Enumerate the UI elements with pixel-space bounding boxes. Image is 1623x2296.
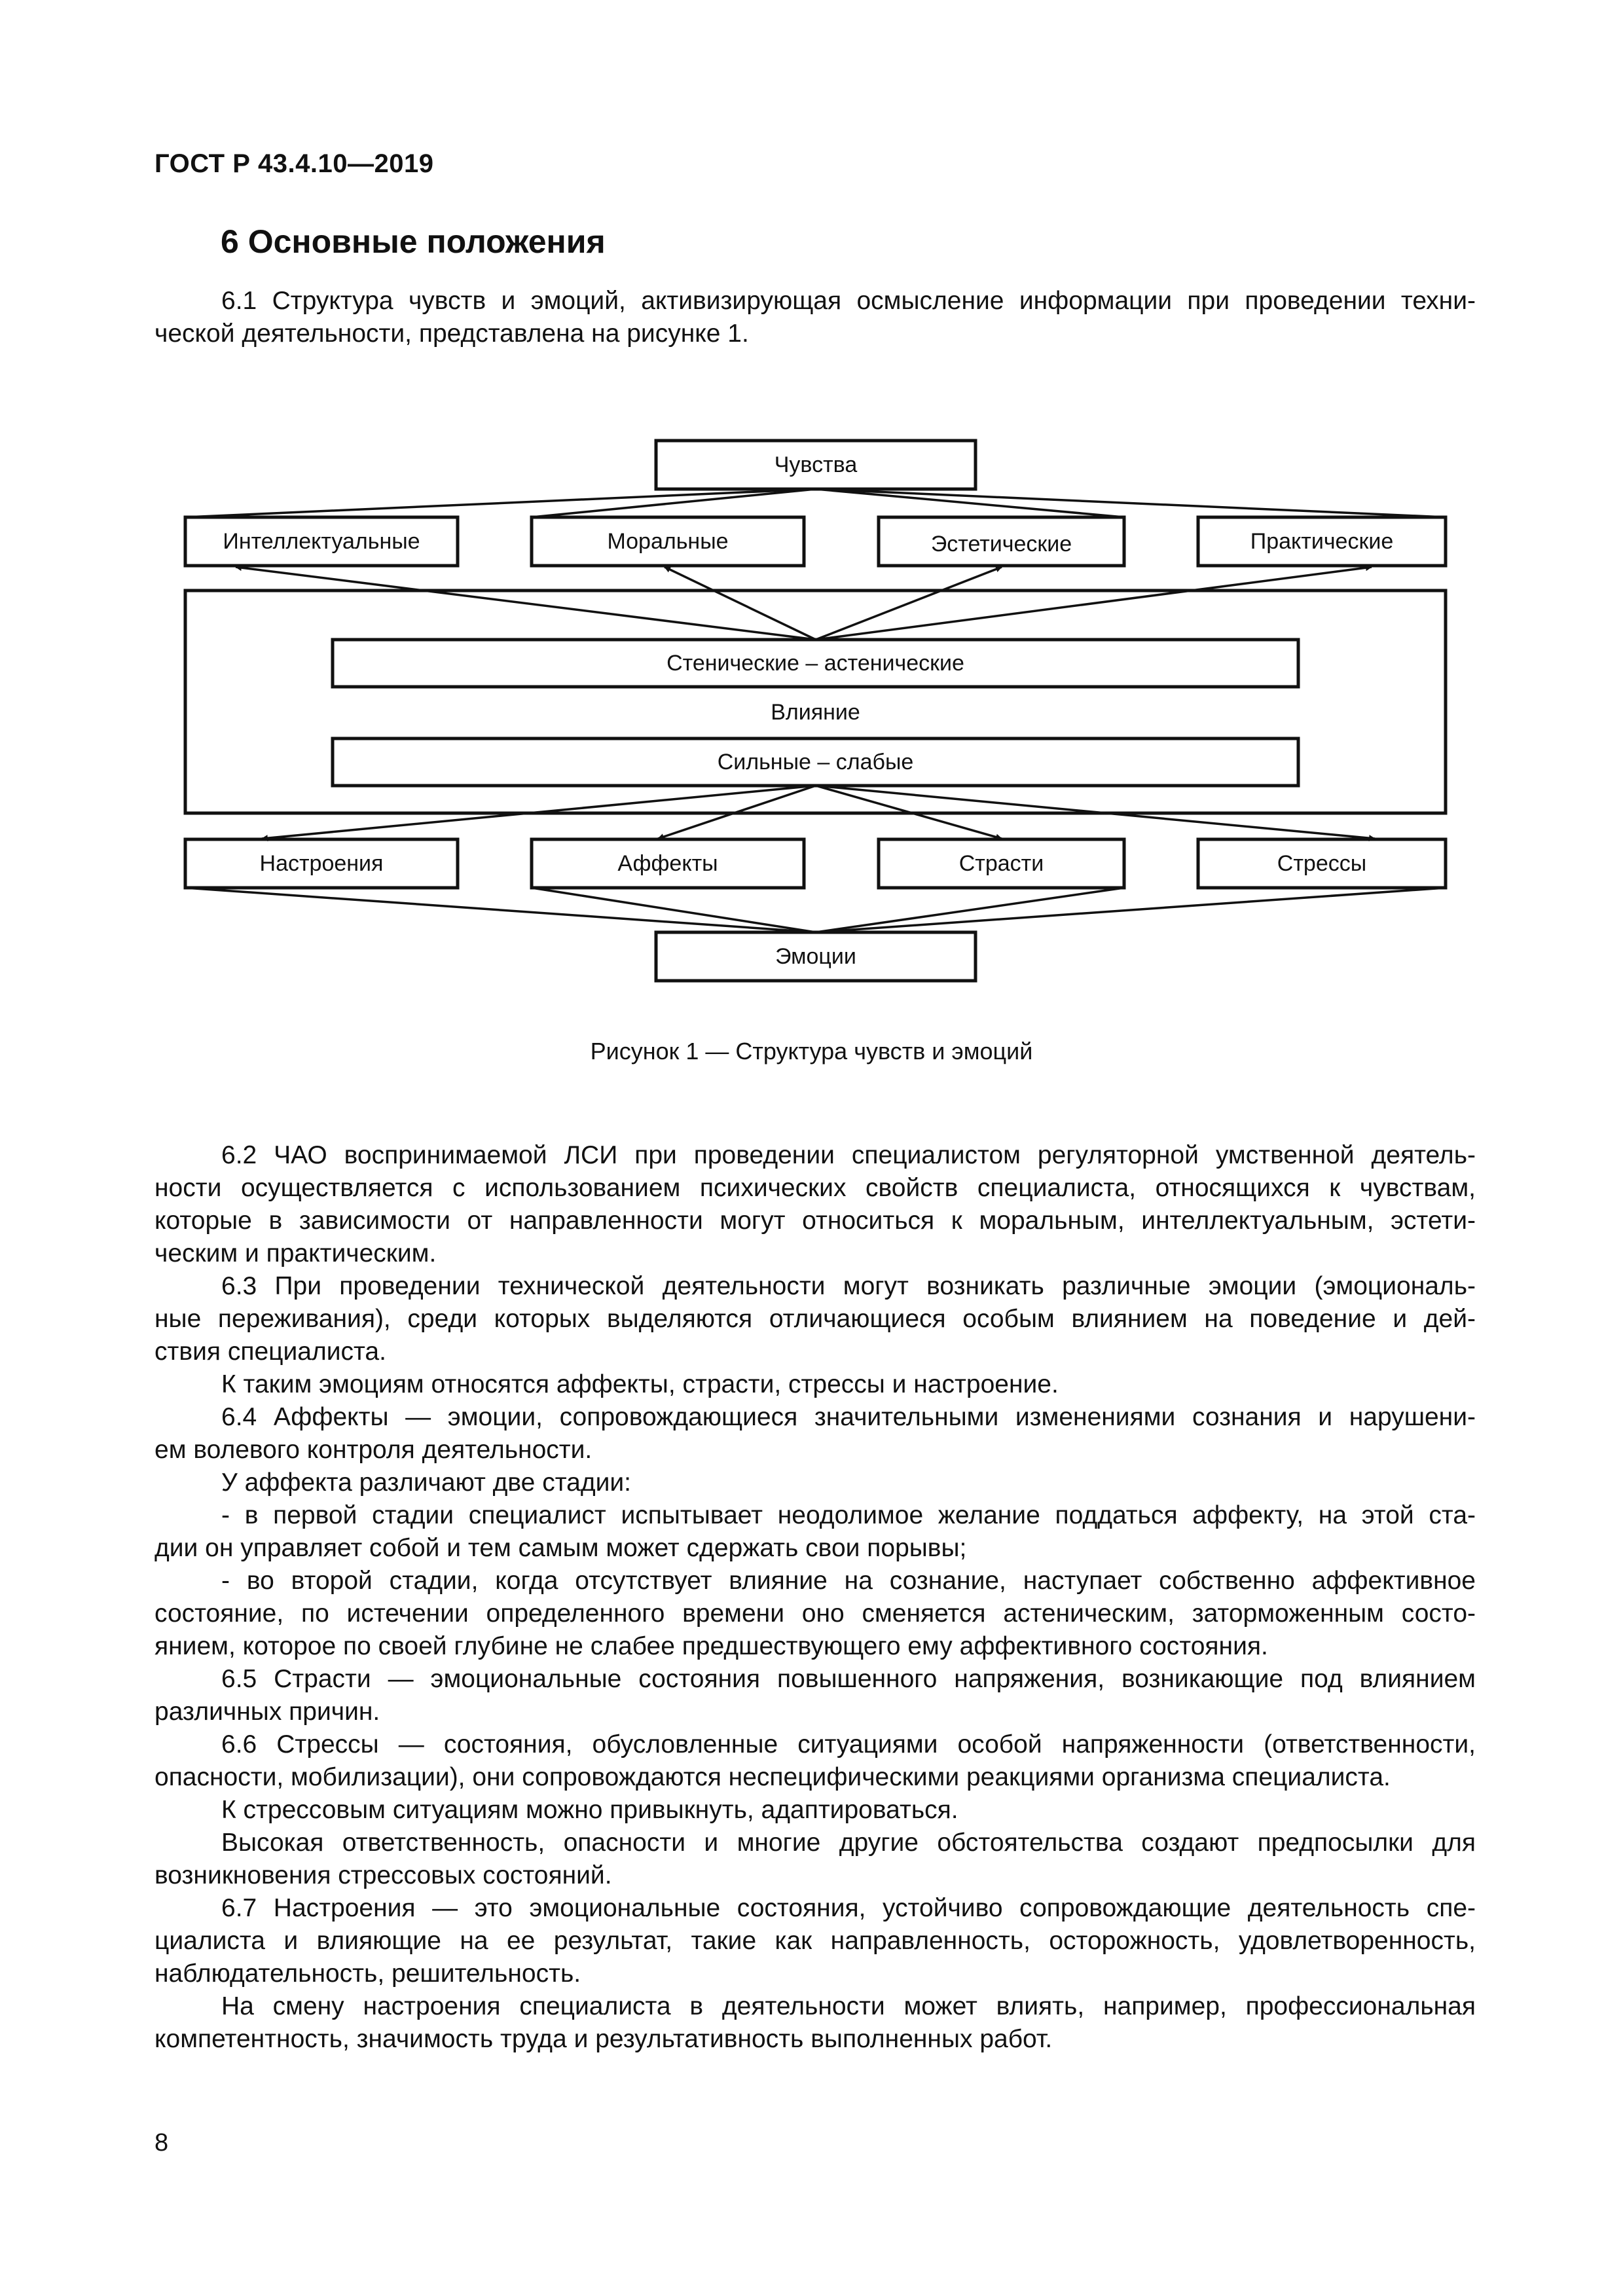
section-title: 6 Основные положения	[221, 223, 606, 260]
body-line: ем волевого контроля деятельности.	[155, 1436, 593, 1464]
body-line: 6.5 Страсти — эмоциональные состояния повышенного напряжения, возникающие под влиянием	[221, 1665, 1476, 1693]
body-line: 6.7 Настроения — это эмоциональные состояния, устойчиво сопровождающие деятельность спе-	[221, 1894, 1476, 1922]
body-line: - во второй стадии, когда отсутствует влияние на сознание, наступает собственно аффективное	[221, 1567, 1476, 1595]
body-line: У аффекта различают две стадии:	[221, 1468, 631, 1497]
body-line: 6.6 Стрессы — состояния, обусловленные ситуациями особой напряженности (ответственности,	[221, 1730, 1476, 1758]
body-line: 6.3 При проведении технической деятельности могут возникать различные эмоции (эмоциональ-	[221, 1272, 1476, 1300]
body-line: компетентность, значимость труда и результативность выполненных работ.	[155, 2025, 1053, 2053]
label-sthenic-asthenic: Стенические – астенические	[666, 651, 964, 676]
label-moral: Моральные	[607, 529, 729, 554]
body-line: К стрессовым ситуациям можно привыкнуть, адаптироваться.	[221, 1796, 958, 1824]
body-line: которые в зависимости от направленности могут относиться к моральным, интеллектуальным, эстети-	[155, 1207, 1476, 1235]
body-line: опасности, мобилизации), они сопровождаются неспецифическими реакциями организма специалиста.	[155, 1763, 1391, 1791]
body-line: ствия специалиста.	[155, 1338, 386, 1366]
body-line: На смену настроения специалиста в деятельности может влиять, например, профессиональная	[221, 1992, 1476, 2020]
label-stresses: Стрессы	[1277, 851, 1367, 876]
label-aesthetic: Эстетические	[930, 532, 1072, 556]
body-line: дии он управляет собой и тем самым может сдержать свои порывы;	[155, 1534, 967, 1562]
body-line: ности осуществляется с использованием психических свойств специалиста, относящихся к чувствам,	[155, 1174, 1476, 1202]
body-line: возникновения стрессовых состояний.	[155, 1861, 612, 1889]
body-line: К таким эмоциям относятся аффекты, страсти, стрессы и настроение.	[221, 1370, 1059, 1398]
label-strong-weak: Сильные – слабые	[717, 750, 914, 774]
body-line: ные переживания), среди которых выделяются отличающиеся особым влиянием на поведение и дей-	[155, 1305, 1476, 1333]
label-affects: Аффекты	[617, 851, 718, 876]
label-practical: Практические	[1250, 529, 1394, 554]
label-emotions: Эмоции	[775, 944, 856, 969]
label-intellectual: Интеллектуальные	[223, 529, 420, 554]
body-line: 6.4 Аффекты — эмоции, сопровождающиеся значительными изменениями сознания и нарушени-	[221, 1403, 1476, 1431]
document-code: ГОСТ Р 43.4.10—2019	[155, 149, 434, 178]
intro-line-1: 6.1 Структура чувств и эмоций, активизирующая осмысление информации при проведении техни-	[221, 287, 1476, 315]
figure-caption: Рисунок 1 — Структура чувств и эмоций	[590, 1038, 1033, 1065]
intro-line-2: ческой деятельности, представлена на рисунке 1.	[155, 319, 749, 348]
feelings-emotions-diagram	[0, 426, 1623, 1015]
body-line: Высокая ответственность, опасности и многие другие обстоятельства создают предпосылки для	[221, 1829, 1476, 1857]
body-line: янием, которое по своей глубине не слабее предшествующего ему аффективного состояния.	[155, 1632, 1268, 1660]
body-line: наблюдательность, решительность.	[155, 1959, 581, 1988]
label-influence: Влияние	[771, 700, 860, 725]
label-passions: Страсти	[958, 851, 1044, 876]
label-moods: Настроения	[259, 851, 384, 876]
body-line: циалиста и влияющие на ее результат, такие как направленность, осторожность, удовлетворенность,	[155, 1927, 1476, 1955]
body-line: 6.2 ЧАО воспринимаемой ЛСИ при проведении специалистом регуляторной умственной деятель-	[221, 1141, 1476, 1169]
body-line: ческим и практическим.	[155, 1239, 437, 1267]
body-line: - в первой стадии специалист испытывает неодолимое желание поддаться аффекту, на этой ста-	[221, 1501, 1476, 1529]
body-line: различных причин.	[155, 1698, 380, 1726]
label-feelings: Чувства	[774, 452, 858, 477]
body-line: состояние, по истечении определенного времени оно сменяется астеническим, заторможенным состо-	[155, 1599, 1476, 1628]
page-number: 8	[155, 2129, 169, 2157]
